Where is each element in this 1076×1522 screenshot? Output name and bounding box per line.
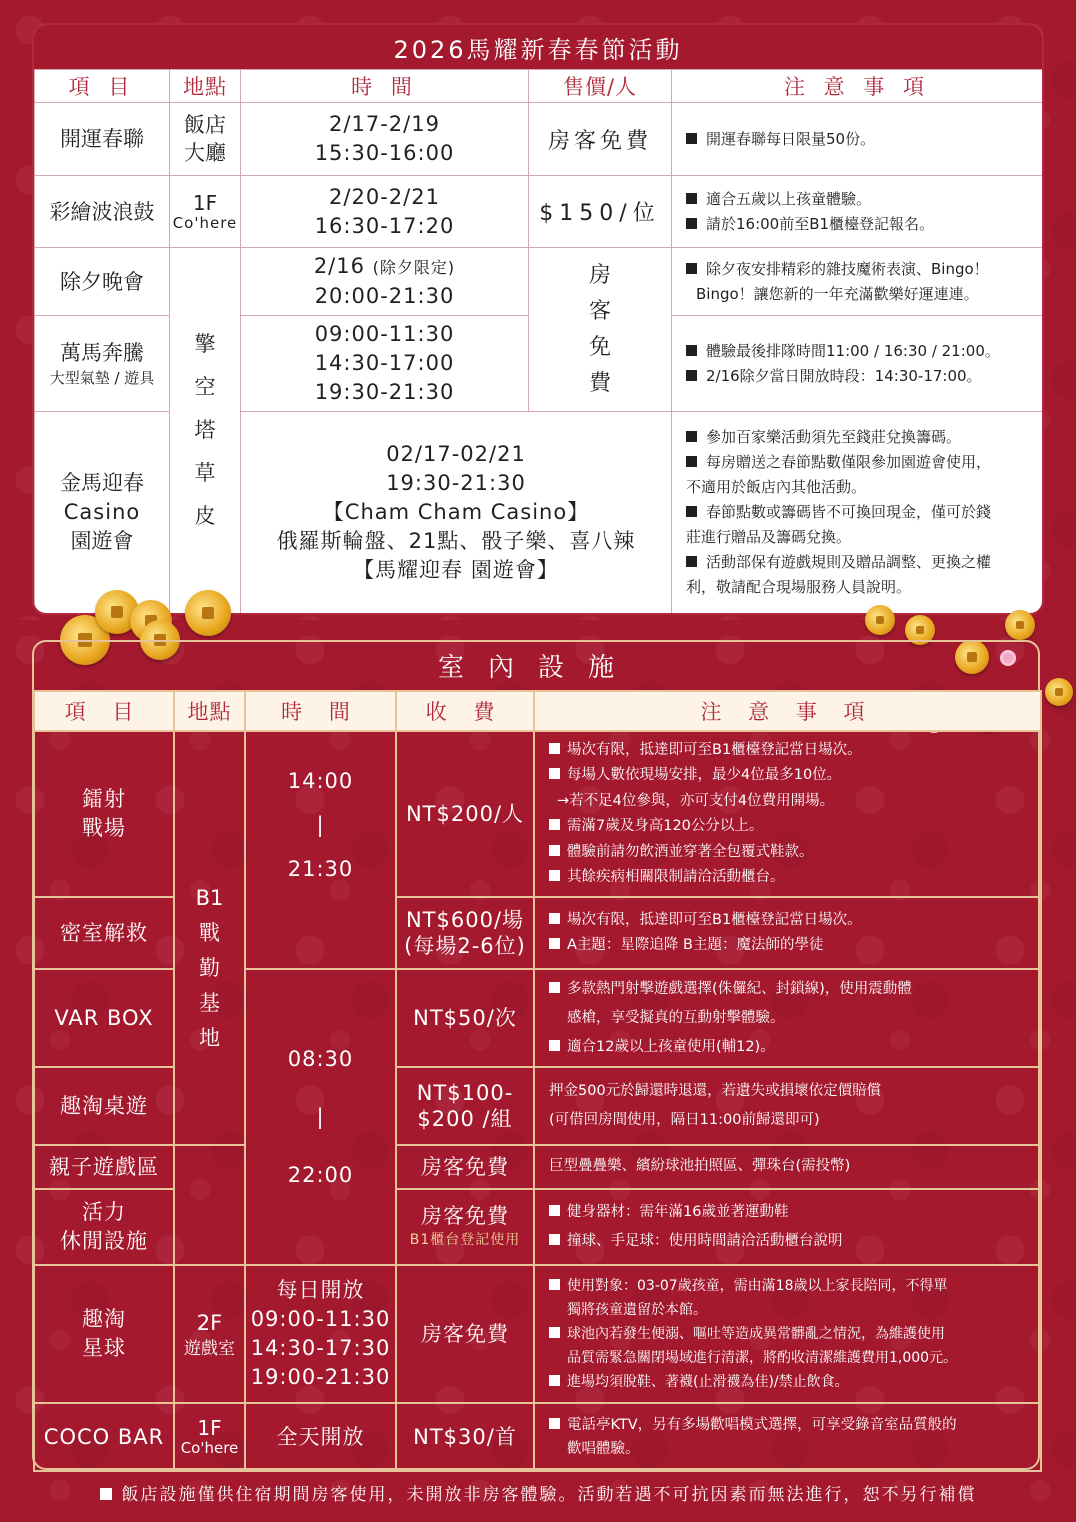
note-text: 電話亭KTV，另有多場歡唱模式選擇，可享受錄音室品質般的 [567,1417,957,1433]
bullet-square-icon [549,982,560,993]
note-item [686,212,1034,237]
location-line: 飯店 [184,113,226,137]
name-line: 金馬迎春 [60,471,144,495]
header-time: 時 間 [241,70,529,103]
name-line: 園遊會 [70,529,134,553]
bullet-square-icon [549,1279,560,1290]
facility-notes [534,1067,1041,1145]
time-separator: | [316,1105,325,1129]
location-line: 大廳 [184,141,226,165]
time-line: 【Cham Cham Casino】 [322,500,590,524]
facility-name: 趣淘桌遊 [34,1067,174,1145]
location-line: 遊戲室 [184,1339,235,1359]
note-item [549,1198,1034,1227]
gold-coin-icon [185,590,231,636]
name-line: 鐳射 [82,787,126,811]
bullet-square-icon [686,370,697,381]
note-text: 多款熱門射擊遊戲選擇(侏儸紀、封鎖線)，使用震動體 [567,980,912,997]
location-char: 擎 [194,332,216,356]
time-line: 14:30-17:30 [250,1336,391,1360]
note-text: (可借回房間使用，隔日11:00前歸還即可) [549,1112,820,1128]
bullet-square-icon [549,1418,560,1429]
note-item [549,814,1034,840]
location-char: 塔 [194,418,216,442]
time-line: 02/17-02/21 [386,442,526,466]
merged-location-sky-tower-lawn [170,248,241,614]
note-item [549,738,1034,764]
activity-notes [672,412,1043,614]
note-item [686,500,1034,525]
time-line: 每日開放 [276,1278,365,1302]
note-item [549,908,1034,934]
note-text: 2/16除夕當日開放時段：14:30-17:00。 [706,366,982,385]
name-line: 星球 [82,1336,126,1360]
price-char: 客 [588,298,611,324]
price-char: 免 [588,334,611,360]
time-line: 16:30-17:20 [314,213,455,238]
note-text: 活動部保有遊戲規則及贈品調整、更換之權 [706,553,992,571]
time-line: 19:00-21:30 [250,1365,391,1389]
location-char: 勤 [199,955,220,980]
facility-location [174,1403,245,1471]
spring-festival-activities-card [32,23,1044,615]
activity-name [35,316,170,412]
table-row [35,248,1043,316]
location-line: Co'here [180,1439,239,1457]
note-item [549,1227,1034,1256]
gold-coin-icon [1005,610,1035,640]
price-char: 費 [588,370,611,396]
indoor-facilities-table [33,690,1042,1472]
bullet-square-icon [549,1234,560,1245]
bullet-square-icon [549,1375,560,1386]
time-end: 22:00 [287,1163,354,1187]
activity-time [241,412,672,614]
facility-notes [534,897,1041,969]
facilities-header-row [34,691,1041,731]
merged-location-b1-base [174,731,245,1145]
time-line: 14:30-17:00 [314,351,455,375]
merged-time-2 [245,969,396,1265]
note-text-continued: →若不足4位參與，亦可支付4位費用開場。 [557,792,835,809]
facility-name: VAR BOX [34,969,174,1067]
bullet-square-icon [549,1205,560,1216]
gold-coin-icon [865,605,895,635]
activity-name [35,412,170,614]
note-item [686,339,1034,364]
time-separator: | [316,813,325,837]
bullet-square-icon [549,913,560,924]
name-line: Casino [63,500,141,524]
activity-time [241,248,529,316]
bullet-square-icon [549,768,560,779]
note-text: 需滿7歲及身高120公分以上。 [567,818,764,834]
note-text: 球池內若發生便溺、嘔吐等造成異常髒亂之情況，為維護使用 [567,1326,945,1342]
location-char: 皮 [194,504,216,528]
note-text: 參加百家樂活動須先至錢莊兌換籌碼。 [706,428,962,446]
table-row [34,731,1041,897]
footer-text: 飯店設施僅供住宿期間房客使用，未開放非房客體驗。活動若遇不可抗因素而無法進行，恕不另行補償 [121,1485,977,1505]
time-line: 09:00-11:30 [314,322,455,346]
facility-fee [396,1189,534,1265]
note-item [549,975,1034,1004]
facility-name [34,1189,174,1265]
activity-name: 開運春聯 [35,103,170,176]
header-item: 項 目 [34,691,174,731]
note-text: 撞球、手足球：使用時間請洽活動櫃台說明 [567,1233,843,1249]
header-item: 項 目 [35,70,170,103]
location-char: 空 [194,375,216,399]
note-text: 春節點數或籌碼皆不可換回現金，僅可於錢 [706,503,992,521]
facility-notes [534,969,1041,1067]
time-date-note: (除夕限定) [372,258,456,277]
facility-notes: 巨型疊疊樂、繽紛球池拍照區、彈珠台(需投幣) [534,1145,1041,1189]
note-text-continued: 歡唱體驗。 [567,1441,640,1457]
note-item [549,1274,1034,1298]
facility-location [174,1265,245,1403]
fee-line: 房客免費 [421,1204,509,1228]
note-item [686,425,1034,450]
location-line: Co'here [172,213,238,232]
note-text: 場次有限，抵達即可至B1櫃檯登記當日場次。 [567,911,862,928]
name-line: 休閒設施 [60,1229,148,1253]
activity-name-sub: 大型氣墊 / 遊具 [49,368,155,387]
fee-line: NT$600/場 [405,908,525,932]
bullet-square-icon [686,556,697,567]
location-char: 戰 [199,920,220,945]
header-price: 售價/人 [529,70,672,103]
facility-location-empty [174,1145,245,1265]
note-text: 體驗最後排隊時間11:00 / 16:30 / 21:00。 [706,341,1000,360]
note-item [549,865,1034,891]
note-text: 除夕夜安排精彩的雜技魔術表演、Bingo！ [706,259,989,278]
bullet-square-icon [549,870,560,881]
note-text: 押金500元於歸還時退還，若遺失或損壞依定價賠償 [549,1083,882,1099]
activity-name: 除夕晚會 [35,248,170,316]
time-end: 21:30 [287,857,354,881]
time-line: 2/17-2/19 [329,112,440,136]
fee-sub-note: B1櫃台登記使用 [409,1232,521,1248]
activity-notes [672,176,1043,248]
note-item [549,933,1034,959]
activity-time [241,103,529,176]
note-text: 每場人數依現場安排，最少4位最多10位。 [567,767,842,783]
activity-location [170,176,241,248]
note-item [686,187,1034,212]
facility-notes [534,1265,1041,1403]
time-line: 15:30-16:00 [314,141,455,165]
activity-name: 彩繪波浪鼓 [35,176,170,248]
note-item [549,1413,1034,1437]
facility-time [245,1265,396,1403]
time-line: 20:00-21:30 [314,284,455,308]
note-text: A主題：星際追降 B主題：魔法師的學徒 [567,937,824,953]
activity-notes [672,316,1043,412]
bullet-square-icon [100,1488,112,1500]
bullet-square-icon [549,1327,560,1338]
bullet-square-icon [549,938,560,949]
bullet-square-icon [686,193,697,204]
activity-notes [672,103,1043,176]
bullet-square-icon [686,218,697,229]
facility-fee: 房客免費 [396,1265,534,1403]
facility-name [34,731,174,897]
note-text: 進場均須脫鞋、著襪(止滑襪為佳)/禁止飲食。 [567,1374,849,1390]
location-char: B1 [195,885,224,910]
activity-notes [672,248,1043,316]
note-item [686,127,1034,152]
note-text: 使用對象：03-07歲孩童，需由滿18歲以上家長陪同，不得單 [567,1278,948,1294]
time-line: 09:00-11:30 [250,1307,391,1331]
bullet-square-icon [686,456,697,467]
note-text: 體驗前請勿飲酒並穿著全包覆式鞋款。 [567,843,814,860]
header-location: 地點 [170,70,241,103]
note-item [686,550,1034,575]
header-location: 地點 [174,691,245,731]
table-row [35,176,1043,248]
note-text: 適合12歲以上孩童使用(輔12)。 [567,1038,775,1055]
note-item [686,257,1034,282]
time-line: 19:30-21:30 [386,471,526,495]
name-line: 戰場 [82,816,126,840]
time-start: 14:00 [287,769,354,793]
price-char: 房 [588,262,611,288]
header-time: 時 間 [245,691,396,731]
location-char: 草 [194,461,216,485]
facility-time: 全天開放 [245,1403,396,1471]
facility-fee [396,1067,534,1145]
facility-fee: NT$30/首 [396,1403,534,1471]
activities-header-row [35,70,1043,103]
location-line: 1F [192,190,218,215]
facility-fee: NT$50/次 [396,969,534,1067]
note-text: 健身器材：需年滿16歲並著運動鞋 [567,1204,789,1220]
name-line: 活力 [82,1200,126,1224]
activities-title: 2026馬耀新春春節活動 [34,25,1042,69]
activity-time [241,316,529,412]
location-char: 地 [199,1025,220,1050]
note-text: 請於16:00前至B1櫃檯登記報名。 [706,214,935,233]
header-notes: 注 意 事 項 [534,691,1041,731]
facility-name: 密室解救 [34,897,174,969]
table-row [34,1403,1041,1471]
bullet-square-icon [549,1040,560,1051]
facility-notes [534,1189,1041,1265]
note-text: 適合五歲以上孩童體驗。 [706,189,872,208]
footer-disclaimer [0,1480,1076,1510]
note-item [686,364,1034,389]
note-text: 場次有限，抵達即可至B1櫃檯登記當日場次。 [567,741,862,758]
facility-notes [534,1403,1041,1471]
note-text-continued: 品質需緊急關閉場域進行清潔，將酌收清潔維護費用1,000元。 [567,1350,958,1366]
table-row [35,103,1043,176]
facility-name: COCO BAR [34,1403,174,1471]
time-line: 俄羅斯輪盤、21點、骰子樂、喜八辣 [276,529,636,553]
bullet-square-icon [686,133,697,144]
facility-name [34,1265,174,1403]
note-text: 每房贈送之春節點數僅限參加園遊會使用， [706,453,992,471]
note-text-continued: 不適用於飯店內其他活動。 [686,478,867,496]
fee-line: $200 /組 [417,1107,513,1131]
note-item [549,840,1034,866]
activities-table [34,69,1043,614]
activity-location [170,103,241,176]
name-line: 趣淘 [82,1307,126,1331]
fee-line: (每場2-6位) [404,934,526,958]
note-item [549,1322,1034,1346]
location-line: 1F [197,1416,222,1440]
indoor-facilities-title: 室內設施 [437,653,638,683]
merged-price-free [529,248,672,412]
time-line: 19:30-21:30 [314,380,455,404]
header-fee: 收 費 [396,691,534,731]
bullet-square-icon [686,345,697,356]
note-text: 其餘疾病相關限制請洽活動櫃台。 [567,869,785,885]
activity-time [241,176,529,248]
time-line: 2/20-2/21 [329,184,440,209]
table-row [34,1145,1041,1189]
bullet-square-icon [686,506,697,517]
bullet-square-icon [686,431,697,442]
facility-fee: NT$200/人 [396,731,534,897]
time-line [241,252,528,282]
facility-fee: 房客免費 [396,1145,534,1189]
activity-name-main: 萬馬奔騰 [60,340,144,365]
bullet-square-icon [686,263,697,274]
activity-price: $150/位 [529,176,672,248]
note-item [549,1370,1034,1394]
note-text-continued: 感槍，享受擬真的互動射擊體驗。 [567,1009,785,1026]
time-start: 08:30 [287,1047,354,1071]
activity-price: 房客免費 [529,103,672,176]
facility-fee [396,897,534,969]
note-item [549,763,1034,789]
facility-name: 親子遊戲區 [34,1145,174,1189]
note-text-continued: Bingo！讓您新的一年充滿歡樂好運連連。 [696,284,979,303]
header-notes: 注 意 事 項 [672,70,1043,103]
time-line: 【馬耀迎春 園遊會】 [353,558,559,582]
location-line: 2F [196,1311,223,1335]
bullet-square-icon [549,819,560,830]
note-text-continued: 獨將孩童遺留於本館。 [567,1302,707,1318]
location-char: 基 [199,990,220,1015]
facility-notes [534,731,1041,897]
note-text-continued: 莊進行贈品及籌碼兌換。 [686,528,852,546]
time-date: 2/16 [313,254,365,278]
note-item [549,1033,1034,1062]
bullet-square-icon [549,743,560,754]
note-text-continued: 利，敬請配合現場服務人員說明。 [686,578,912,596]
table-row [34,1265,1041,1403]
merged-time-1 [245,731,396,969]
note-item [686,450,1034,475]
bullet-square-icon [549,845,560,856]
note-text: 開運春聯每日限量50份。 [706,129,876,148]
fee-line: NT$100- [416,1081,514,1105]
